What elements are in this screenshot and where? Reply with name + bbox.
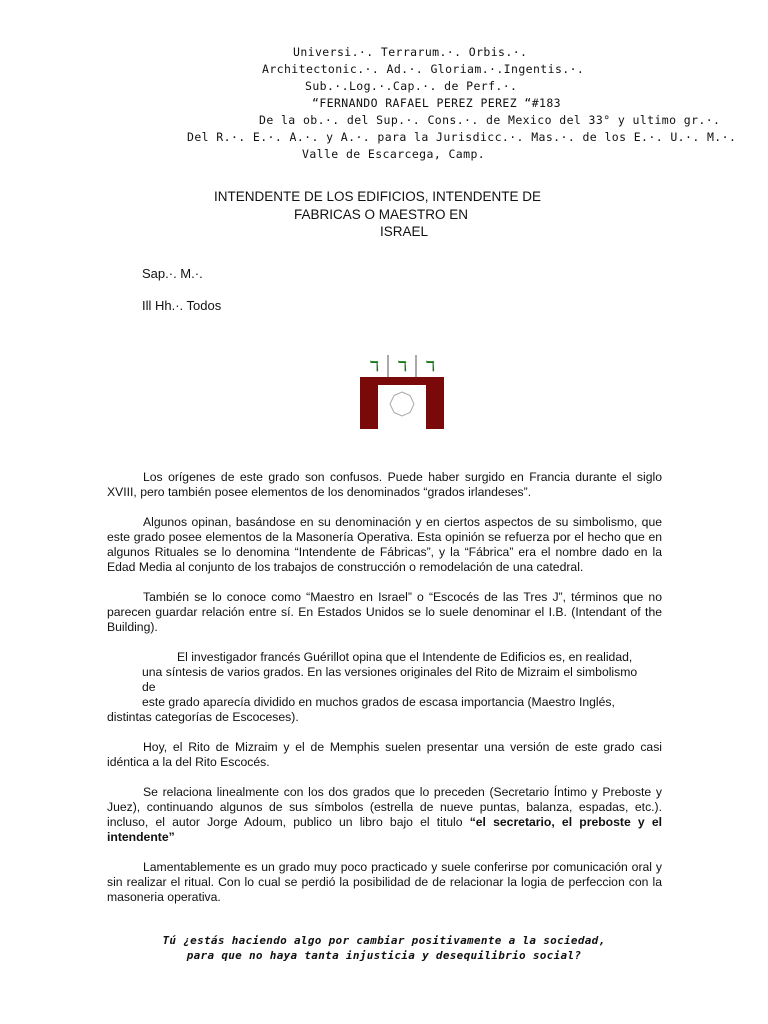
paragraph-1: Los orígenes de este grado son confusos. Puede haber surgido en Francia durante el siglo XVIII, pero también posee elementos de los denominados “grados irlandeses”. <box>107 470 662 499</box>
book-title: “el secretario, el preboste y el intendente” <box>107 815 662 844</box>
yod-glyph-1: ℸ <box>369 359 379 375</box>
header-line-1: Universi.·. Terrarum.·. Orbis.·. <box>293 45 528 59</box>
header-line-3: Sub.·.Log.·.Cap.·. de Perf.·. <box>305 79 518 93</box>
p6-text: Se relaciona linealmente con los dos grados que lo preceden (Secretario Íntimo y Preboste y Juez), continuando algunos de sus símbolos (estrella de nueve puntas, balanza, espadas, etc.). incluso, el autor Jorge Adoum, publico un libro bajo el titulo <box>107 785 662 829</box>
p4-line-4: este grado aparecía dividido en muchos grados de escasa importancia (Maestro Inglés, <box>142 695 615 709</box>
emblem-icon <box>360 355 444 429</box>
degree-title <box>0 188 768 241</box>
title-line-2: FABRICAS O MAESTRO EN <box>294 206 469 222</box>
yod-glyph-3: ℸ <box>425 359 435 375</box>
header-line-5: De la ob.·. del Sup.·. Cons.·. de Mexico del 33° y ultimo gr.·. <box>259 113 721 127</box>
footer-line-2: para que no haya tanta injusticia y desequilibrio social? <box>186 948 582 962</box>
paragraph-2: Algunos opinan, basándose en su denominación y en ciertos aspectos de su simbolismo, que este grado posee elementos de la Masonería Operativa. Esta opinión se refuerza por el hecho que en algunos Rituales se lo denomina “Intendente de Fábricas”, y la “Fábrica” era el nombre dado en la Edad Media al conjunto de los trabajos de construcción o remodelación de una catedral. <box>107 515 662 574</box>
header-line-2: Architectonic.·. Ad.·. Gloriam.·.Ingentis.·. <box>262 62 585 76</box>
paragraph-6 <box>107 785 662 845</box>
p4-line-2: una síntesis de varios grados. En las versiones originales del Rito de Mizraim el simbolismo <box>142 665 638 679</box>
p4-line-5: distintas categorías de Escoceses). <box>107 710 299 724</box>
header-line-6: Del R.·. E.·. A.·. y A.·. para la Jurisdicc.·. Mas.·. de los E.·. U.·. M.·. <box>187 130 737 144</box>
paragraph-4 <box>107 650 662 725</box>
emblem-nonagon <box>390 392 414 416</box>
header-line-7: Valle de Escarcega, Camp. <box>302 147 486 161</box>
greeting-line-2: Ill Hh.·. Todos <box>142 298 222 313</box>
header-line-4: “FERNANDO RAFAEL PEREZ PEREZ “#183 <box>312 96 562 110</box>
paragraph-3: También se lo conoce como “Maestro en Israel” o “Escocés de las Tres J”, términos que no parecen guardar relación entre sí. En Estados Unidos se lo suele denominar el I.B. (Intendant of the Building). <box>107 590 662 634</box>
title-line-3: ISRAEL <box>380 224 429 239</box>
closing-question <box>0 934 768 963</box>
footer-line-1: Tú ¿estás haciendo algo por cambiar positivamente a la sociedad, <box>162 934 606 947</box>
paragraph-5: Hoy, el Rito de Mizraim y el de Memphis suelen presentar una versión de este grado casi idéntica a la del Rito Escocés. <box>107 740 662 769</box>
title-line-1: INTENDENTE DE LOS EDIFICIOS, INTENDENTE DE <box>214 189 542 204</box>
yod-glyph-2: ℸ <box>397 359 407 375</box>
p4-line-3: de <box>142 680 156 694</box>
paragraph-7: Lamentablemente es un grado muy poco practicado y suele conferirse por comunicación oral y sin realizar el ritual. Con lo cual se perdió la posibilidad de de relacionar la logia de perfeccion con la masoneria operativa. <box>107 860 662 904</box>
lodge-header <box>0 44 768 163</box>
greeting-line-1: Sap.·. M.·. <box>142 266 203 281</box>
p4-line-1: El investigador francés Guérillot opina que el Intendente de Edificios es, en realidad, <box>177 650 633 664</box>
